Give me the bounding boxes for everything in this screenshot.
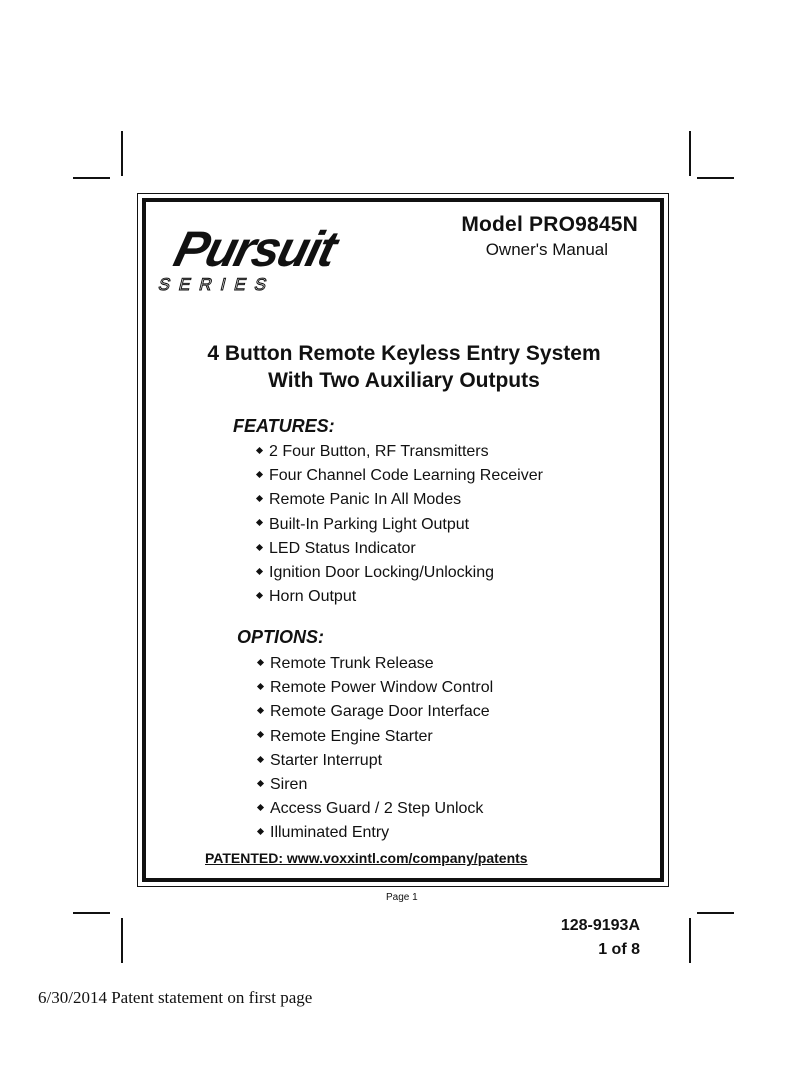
list-item: Access Guard / 2 Step Unlock xyxy=(256,797,493,821)
bullet-diamond-icon xyxy=(256,519,263,526)
logo-subtitle: SERIES xyxy=(156,274,278,294)
list-item: 2 Four Button, RF Transmitters xyxy=(255,440,543,464)
crop-mark-top-left-vertical xyxy=(121,131,123,176)
pursuit-series-logo xyxy=(150,200,375,295)
crop-mark-top-right-horizontal xyxy=(697,177,734,179)
list-item: LED Status Indicator xyxy=(255,537,543,561)
list-item: Four Channel Code Learning Receiver xyxy=(255,464,543,488)
page-label: Page 1 xyxy=(386,892,418,903)
crop-mark-bottom-left-horizontal xyxy=(73,912,110,914)
list-item: Remote Panic In All Modes xyxy=(255,488,543,512)
bullet-diamond-icon xyxy=(256,447,263,454)
patent-notice: PATENTED: www.voxxintl.com/company/patents xyxy=(205,850,528,866)
bullet-diamond-icon xyxy=(257,828,264,835)
model-number: Model PRO9845N xyxy=(461,213,638,236)
list-item: Illuminated Entry xyxy=(256,821,493,845)
list-item: Built-In Parking Light Output xyxy=(255,513,543,537)
crop-mark-bottom-left-vertical xyxy=(121,918,123,963)
bullet-diamond-icon xyxy=(256,592,263,599)
list-item: Horn Output xyxy=(255,585,543,609)
list-item: Remote Engine Starter xyxy=(256,725,493,749)
crop-mark-bottom-right-horizontal xyxy=(697,912,734,914)
logo-wordmark: Pursuit xyxy=(168,220,342,277)
bullet-diamond-icon xyxy=(257,707,264,714)
bullet-diamond-icon xyxy=(256,495,263,502)
bullet-diamond-icon xyxy=(257,659,264,666)
bullet-diamond-icon xyxy=(257,683,264,690)
title-line-2: With Two Auxiliary Outputs xyxy=(268,369,540,392)
options-heading: OPTIONS: xyxy=(237,627,325,647)
bullet-diamond-icon xyxy=(256,568,263,575)
list-item: Ignition Door Locking/Unlocking xyxy=(255,561,543,585)
bullet-diamond-icon xyxy=(256,543,263,550)
crop-mark-top-right-vertical xyxy=(689,131,691,176)
bullet-diamond-icon xyxy=(257,804,264,811)
part-number: 128-9193A xyxy=(560,917,640,934)
features-list xyxy=(255,440,543,609)
list-item: Starter Interrupt xyxy=(256,749,493,773)
features-heading: FEATURES: xyxy=(233,416,335,436)
options-list xyxy=(256,652,493,846)
bullet-diamond-icon xyxy=(257,780,264,787)
document-title xyxy=(150,340,658,394)
bullet-diamond-icon xyxy=(257,731,264,738)
page-count: 1 of 8 xyxy=(598,941,640,958)
bullet-diamond-icon xyxy=(256,471,263,478)
revision-note: 6/30/2014 Patent statement on first page xyxy=(38,988,313,1007)
manual-type: Owner's Manual xyxy=(485,240,608,259)
bullet-diamond-icon xyxy=(257,755,264,762)
title-line-1: 4 Button Remote Keyless Entry System xyxy=(207,342,601,365)
crop-mark-bottom-right-vertical xyxy=(689,918,691,963)
list-item: Siren xyxy=(256,773,493,797)
list-item: Remote Garage Door Interface xyxy=(256,700,493,724)
crop-mark-top-left-horizontal xyxy=(73,177,110,179)
list-item: Remote Power Window Control xyxy=(256,676,493,700)
list-item: Remote Trunk Release xyxy=(256,652,493,676)
